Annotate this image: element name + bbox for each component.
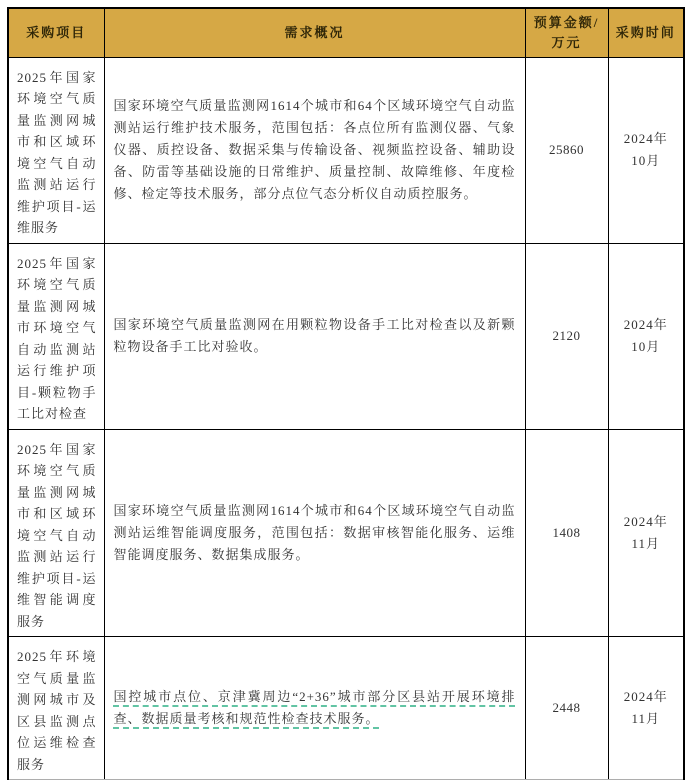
time-cell: 2024年11月 bbox=[608, 429, 684, 637]
table-row bbox=[8, 429, 684, 637]
overview-cell: 国家环境空气质量监测网在用颗粒物设备手工比对检查以及新颗粒物设备手工比对验收。 bbox=[104, 243, 525, 429]
header-cell-overview: 需求概况 bbox=[104, 8, 525, 57]
time-cell: 2024年10月 bbox=[608, 57, 684, 243]
overview-cell bbox=[104, 637, 525, 780]
header-cell-project: 采购项目 bbox=[8, 8, 104, 57]
overview-cell: 国家环境空气质量监测网1614个城市和64个区域环境空气自动监测站运行维护技术服务，范围包括：各点位所有监测仪器、气象仪器、质控设备、数据采集与传输设备、视频监控设备、辅助设备、防雷等基础设施的日常维护、质量控制、故障维修、年度检修、检定等技术服务，部分点位气态分析仪自动质控服务。 bbox=[104, 57, 525, 243]
header-cell-budget: 预算金额/万元 bbox=[525, 8, 608, 57]
overview-cell: 国家环境空气质量监测网1614个城市和64个区域环境空气自动监测站运维智能调度服务，范围包括：数据审核智能化服务、运维智能调度服务、数据集成服务。 bbox=[104, 429, 525, 637]
project-cell: 2025年国家环境空气质量监测网城市环境空气自动监测站运行维护项目-颗粒物手工比对检查 bbox=[8, 243, 104, 429]
time-cell: 2024年11月 bbox=[608, 637, 684, 780]
procurement-table-container bbox=[7, 7, 685, 780]
table-row bbox=[8, 637, 684, 780]
project-cell: 2025年环境空气质量监测网城市及区县监测点位运维检查服务 bbox=[8, 637, 104, 780]
budget-cell: 2120 bbox=[525, 243, 608, 429]
table-row bbox=[8, 243, 684, 429]
budget-cell: 1408 bbox=[525, 429, 608, 637]
budget-cell: 2448 bbox=[525, 637, 608, 780]
overview-text-spellchecked: 国控城市点位、京津冀周边“2+36”城市部分区县站开展环境排查、数据质量考核和规范性检查技术服务。 bbox=[113, 689, 516, 726]
procurement-table bbox=[7, 7, 685, 780]
budget-cell: 25860 bbox=[525, 57, 608, 243]
header-cell-time: 采购时间 bbox=[608, 8, 684, 57]
project-cell: 2025年国家环境空气质量监测网城市和区域环境空气自动监测站运行维护项目-运维服务 bbox=[8, 57, 104, 243]
time-cell: 2024年10月 bbox=[608, 243, 684, 429]
table-row bbox=[8, 57, 684, 243]
header-row bbox=[8, 8, 684, 57]
project-cell: 2025年国家环境空气质量监测网城市和区域环境空气自动监测站运行维护项目-运维智能调度服务 bbox=[8, 429, 104, 637]
